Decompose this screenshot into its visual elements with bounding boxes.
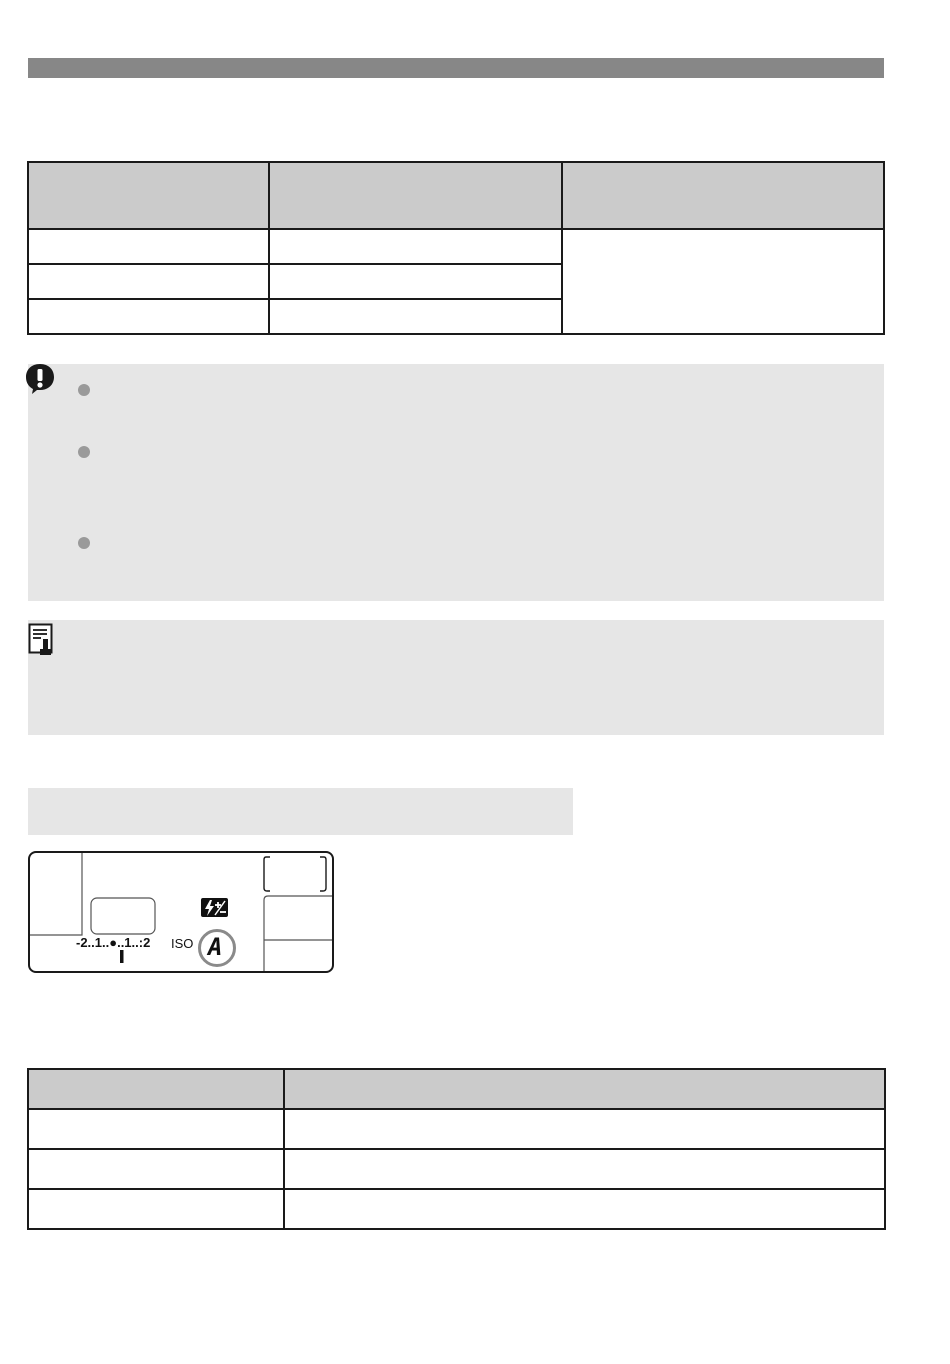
table-row — [28, 1109, 885, 1149]
section-header-bar — [28, 58, 884, 78]
exposure-level-scale: -2..1..●..1..:2 — [76, 935, 151, 950]
note-panel — [28, 620, 884, 735]
table-header-row — [28, 162, 884, 229]
table-cell — [28, 264, 269, 299]
lcd-panel-illustration — [28, 851, 334, 973]
table-header-cell — [28, 1069, 284, 1109]
table-cell — [269, 299, 562, 334]
table-row — [28, 229, 884, 264]
table-header-cell — [269, 162, 562, 229]
table-header-cell — [28, 162, 269, 229]
table-row — [28, 1189, 885, 1229]
table-cell — [269, 229, 562, 264]
mode-letter: A — [208, 933, 223, 961]
table-cell — [28, 1189, 284, 1229]
lcd-panel-outlines — [30, 853, 332, 971]
table-cell — [284, 1149, 885, 1189]
section-heading-bar — [28, 788, 573, 835]
table-header-row — [28, 1069, 885, 1109]
table-cell-merged — [562, 229, 884, 334]
flash-exposure-compensation-icon — [201, 897, 229, 919]
bullet-icon — [78, 384, 90, 396]
caution-icon — [24, 362, 56, 396]
table-cell — [28, 1149, 284, 1189]
table-cell — [28, 1109, 284, 1149]
table-cell — [28, 299, 269, 334]
table-cell — [28, 229, 269, 264]
bullet-icon — [78, 537, 90, 549]
table-cell — [269, 264, 562, 299]
table-cell — [284, 1109, 885, 1149]
caution-panel — [28, 364, 884, 601]
note-memo-icon — [28, 623, 56, 657]
mode-table — [27, 1068, 886, 1230]
iso-label: ISO — [171, 936, 194, 951]
bullet-icon — [78, 446, 90, 458]
table-row — [28, 1149, 885, 1189]
table-header-cell — [562, 162, 884, 229]
table-cell — [284, 1189, 885, 1229]
settings-table — [27, 161, 885, 335]
table-header-cell — [284, 1069, 885, 1109]
